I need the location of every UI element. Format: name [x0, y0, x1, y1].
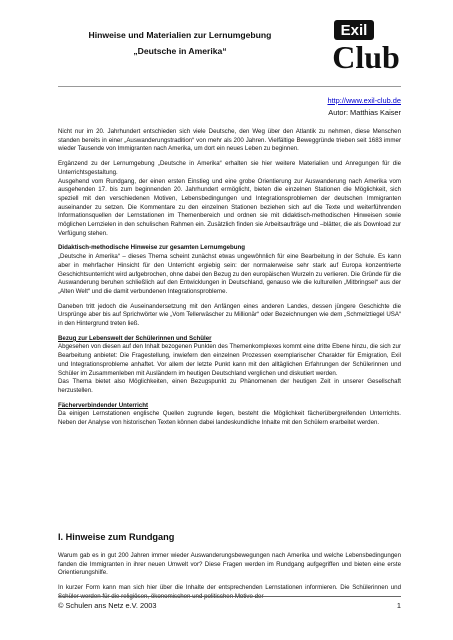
intro-paragraph: Nicht nur im 20. Jahrhundert entschieden sich viele Deutsche, den Weg über den Atlantik zu nehmen, diese Menschen standen bereits in einer „Auswanderungstradition“ von mehr als 200 Jahren. Vielfältige Beweggründe trieben seit 1683 immer wieder Tausende von Immigranten nach Amerika, um dort ein neues Leben zu beginnen.	[58, 128, 401, 153]
exil-club-logo	[316, 18, 412, 76]
paragraph: „Deutsche in Amerika“ – dieses Thema scheint zunächst etwas ungewöhnlich für eine Bearbeitung in der Schule. Es kann aber in mehrfacher Hinsicht für den Unterricht ergiebig sein: der normalerweise sehr stark auf Europa konzentrierte Geschichtsunterricht wird aufgebrochen, ohne dabei den Bezug zu den europäischen Wurzeln zu verlieren. Die Gründe für die Auswanderung beruhen schließlich auf den Entwicklungen in Deutschland, genauso wie die kulturellen „Mitbringsel“ aus der „Alten Welt“ und die damit verbundenen Integrationsprobleme.	[58, 253, 401, 295]
document-title	[60, 27, 300, 59]
paragraph: In kurzer Form kann man sich hier über die Inhalte der entsprechenden Lernstationen informieren. Die Schülerinnen und Schüler werden für die religiösen, ökonomischen und politischen Motive der	[58, 584, 401, 600]
subheading-lebenswelt: Bezug zur Lebenswelt der Schülerinnen und Schüler	[58, 334, 212, 342]
logo-top-text: Exil	[340, 22, 368, 39]
paragraph-line: Ergänzend zu der Lernumgebung „Deutsche in Amerika“ erhalten sie hier weitere Materialien und Anregungen für die Unterrichtsgestaltung.	[58, 160, 401, 176]
paragraph: Warum gab es in gut 200 Jahren immer wieder Auswanderungsbewegungen nach Amerika und welche Lebensbedingungen fanden die Immigranten in ihrer neuen Umwelt vor? Diese Fragen werden im Rundgang aufgegriffen und bieten eine erste Orientierungshilfe.	[58, 552, 401, 577]
title-line-1: Hinweise und Materialien zur Lernumgebung	[88, 30, 272, 40]
paragraph: Daneben tritt jedoch die Auseinandersetzung mit den Anfängen eines anderen Landes, dessen jüngere Geschichte die Ursprünge aber bis auf Sprichwörter wie „Vom Tellerwäscher zu Millionär“ oder Bezeichnungen wie dem „Schmelztiegel USA“ in den Hintergrund treten ließ.	[58, 302, 401, 328]
title-line-2: „Deutsche in Amerika“	[133, 46, 227, 56]
paragraph	[58, 343, 401, 395]
section-heading: I. Hinweise zum Rundgang	[58, 532, 175, 542]
author-line: Autor: Matthias Kaiser	[328, 108, 401, 117]
page-number: 1	[396, 601, 401, 610]
section-body	[58, 552, 401, 608]
paragraph	[58, 160, 401, 238]
subheading-didactic: Didaktisch-methodische Hinweise zur gesamten Lernumgebung	[58, 244, 245, 252]
paragraph: Da einigen Lernstationen englische Quellen zugrunde liegen, besteht die Möglichkeit fächerübergreifenden Unterrichts. Neben der Analyse von historischen Texten können dabei landeskundliche Inhalte mit den Schülern erarbeitet werden.	[58, 410, 401, 427]
paragraph-line: Ausgehend vom Rundgang, der einen ersten Einstieg und eine grobe Orientierung zur Auswanderung nach Amerika vom ausgehenden 17. bis zum beginnenden 20. Jahrhundert ermöglicht, bieten die einzelnen Stationen die Möglichkeit, sich speziell mit den verschiedenen Motiven, Lebensbedingungen und Integrationsproblemen der deutschen Immigranten auseinander zu setzen. Die Kommentare zu den einzelnen Stationen beziehen sich auf die Texte und weiterführenden Informationsquellen der Lernstationen im Themenbereich und ordnen sie mit didaktisch-methodischen Hinweisen sowie möglichen Lernzielen in den schulischen Rahmen ein. Zusätzlich finden sie Arbeitsaufträge und –blätter, die als Download zur Verfügung stehen.	[58, 177, 401, 237]
paragraph-line: Das Thema bietet also Möglichkeiten, einen Bezugspunkt zu Phänomenen der heutigen Zeit in unserer Gesellschaft herzustellen.	[58, 378, 401, 394]
header-divider	[58, 86, 401, 87]
subheading-faecher: Fächerverbindender Unterricht	[58, 401, 149, 409]
website-link[interactable]: http://www.exil-club.de	[327, 96, 401, 105]
body-text	[58, 128, 401, 434]
footer-copyright: © Schulen ans Netz e.V. 2003	[58, 601, 157, 610]
footer-divider	[58, 596, 401, 597]
logo-bottom-text: Club	[332, 39, 400, 75]
paragraph-line: Abgesehen von diesen auf den Inhalt bezogenen Punkten des Themenkomplexes kommt eine dritte Ebene hinzu, die sich zur Bearbeitung anbietet: Die Fragestellung, inwiefern den einzelnen Prozessen exemplarischer Charakter für Emigration, Exil und Integrationsprobleme anhaftet. Vor allem der letzte Punkt kann mit den alltäglichen Erfahrungen der Schülerinnen und Schüler im Zusammenleben mit Ausländern im heutigen Deutschland verglichen und diskutiert werden.	[58, 343, 401, 377]
